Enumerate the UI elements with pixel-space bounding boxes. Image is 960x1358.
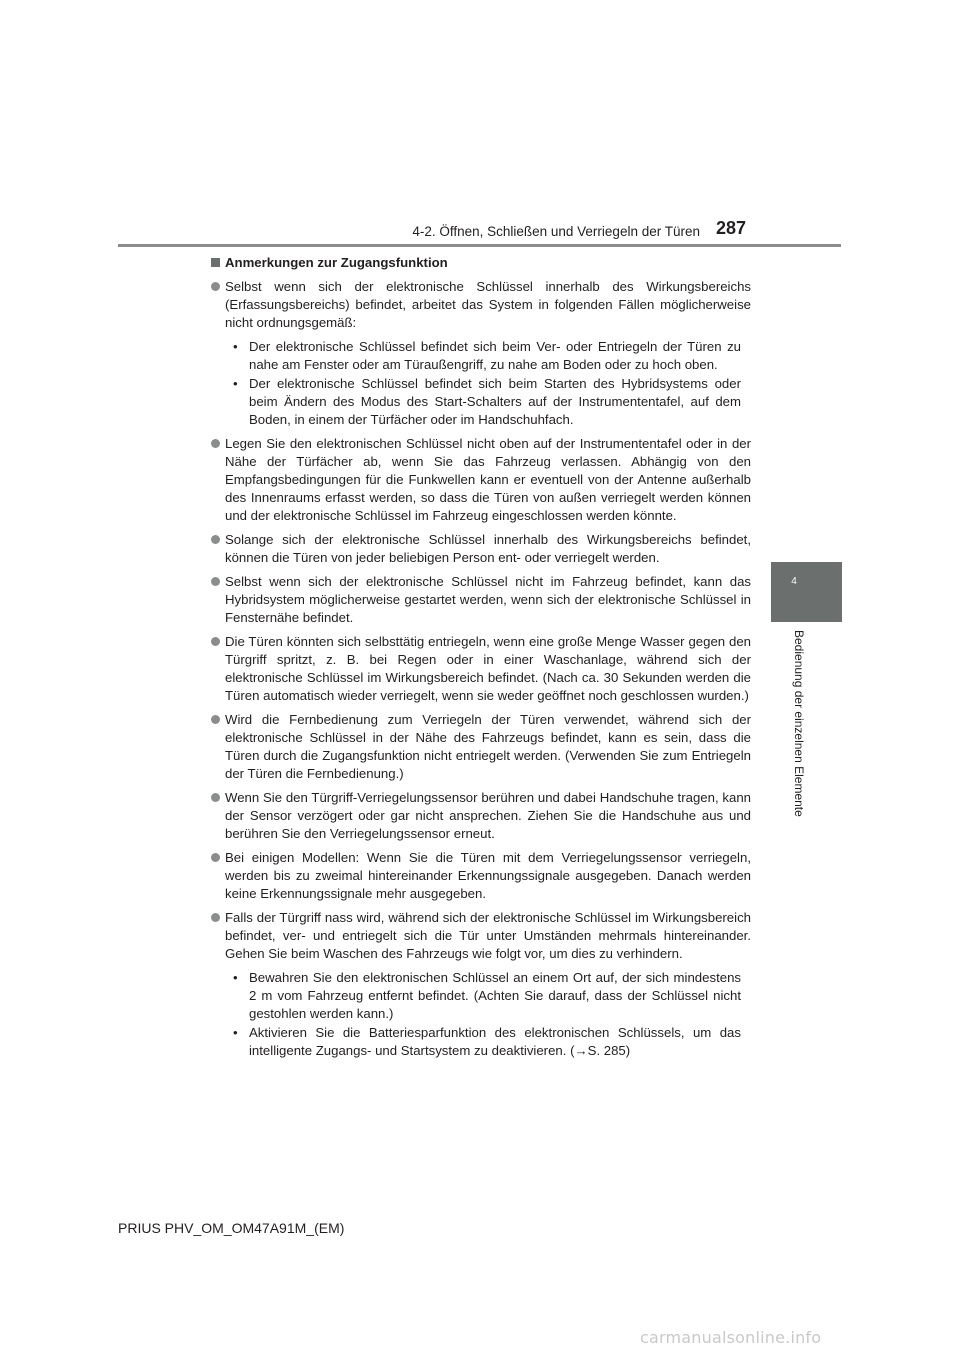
list-item	[211, 573, 751, 627]
list-item	[211, 849, 751, 903]
dot-bullet: •	[233, 376, 238, 391]
circle-bullet-icon	[211, 535, 220, 544]
circle-bullet-icon	[211, 853, 220, 862]
header-rule	[118, 244, 841, 247]
circle-bullet-icon	[211, 637, 220, 646]
list-item-text: Bei einigen Modellen: Wenn Sie die Türen mit dem Verriegelungssensor verriegeln, werden bis zu zweimal hintereinander Erkennungssignale ausgegeben. Danach werden keine Erkennungssignale mehr ausgegeben.	[225, 850, 751, 901]
document-code: PRIUS PHV_OM_OM47A91M_(EM)	[118, 1220, 345, 1236]
list-item-text: Solange sich der elektronische Schlüssel innerhalb des Wirkungsbereichs befindet, können die Türen von jeder beliebigen Person ent- oder verriegelt werden.	[225, 532, 751, 565]
chapter-label: Bedienung der einzelnen Elemente	[792, 630, 806, 817]
section-heading-text: Anmerkungen zur Zugangsfunktion	[225, 255, 448, 270]
section-heading	[211, 254, 751, 272]
list-item-text: Legen Sie den elektronischen Schlüssel nicht oben auf der Instrumententafel oder in der Nähe der Türfächer ab, wenn Sie das Fahrzeug verlassen. Abhängig von den Empfangsbedingungen für die Funkwellen kann er eventuell von der Antenne außerhalb des Innenraums erfasst werden, so dass die Türen von außen verriegelt werden können und der elektronische Schlüssel im Fahrzeug eingeschlossen werden könnte.	[225, 436, 751, 523]
circle-bullet-icon	[211, 913, 220, 922]
page-number: 287	[716, 218, 747, 238]
chapter-tab	[771, 562, 842, 622]
sublist	[225, 338, 751, 429]
watermark: carmanualsonline.info	[640, 1328, 822, 1347]
circle-bullet-icon	[211, 282, 220, 291]
circle-bullet-icon	[211, 715, 220, 724]
list-item	[211, 711, 751, 783]
list-item-text: Wenn Sie den Türgriff-Verriegelungssensor berühren und dabei Handschuhe tragen, kann der Sensor verzögert oder gar nicht ansprechen. Ziehen Sie die Handschuhe aus und berühren Sie den Verriegelungssensor erneut.	[225, 790, 751, 841]
sublist-item	[225, 969, 751, 1023]
sublist-item-text: Der elektronische Schlüssel befindet sich beim Starten des Hybridsystems oder beim Ändern des Modus des Start-Schalters auf der Instrumententafel, auf dem Boden, in einem der Türfächer oder im Handschuhfach.	[249, 376, 741, 427]
sublist-item	[225, 1024, 751, 1060]
circle-bullet-icon	[211, 793, 220, 802]
list-item	[211, 435, 751, 525]
dot-bullet: •	[233, 339, 238, 354]
sublist-item	[225, 338, 751, 374]
dot-bullet: •	[233, 970, 238, 985]
list-item-text: Selbst wenn sich der elektronische Schlüssel nicht im Fahrzeug befindet, kann das Hybridsystem möglicherweise gestartet werden, wenn sich der elektronische Schlüssel in Fensternähe befindet.	[225, 574, 751, 625]
sublist-item	[225, 375, 751, 429]
list-item-text: Die Türen könnten sich selbsttätig entriegeln, wenn eine große Menge Wasser gegen den Türgriff spritzt, z. B. bei Regen oder in einer Waschanlage, während sich der elektronische Schlüssel im Wirkungsbereich befindet. (Nach ca. 30 Sekunden werden die Türen automatisch wieder verriegelt, wenn sie weder geöffnet noch geschlossen wurden.)	[225, 634, 751, 703]
sublist-item-text: Der elektronische Schlüssel befindet sich beim Ver- oder Entriegeln der Türen zu nahe am Fenster oder am Türaußengriff, zu nahe am Boden oder zu hoch oben.	[249, 339, 741, 372]
list-item-text: Wird die Fernbedienung zum Verriegeln der Türen verwendet, während sich der elektronische Schlüssel in der Nähe des Fahrzeugs befindet, kann es sein, dass die Türen durch die Zugangsfunktion nicht entriegelt werden. (Verwenden Sie zum Entriegeln der Türen die Fernbedienung.)	[225, 712, 751, 781]
chapter-number: 4	[791, 576, 797, 587]
list-item	[211, 633, 751, 705]
list-item	[211, 789, 751, 843]
list-item	[211, 278, 751, 429]
list-item-text: Selbst wenn sich der elektronische Schlüssel innerhalb des Wirkungsbereichs (Erfassungsbereichs) befindet, arbeitet das System in folgenden Fällen möglicherweise nicht ordnungsgemäß:	[225, 279, 751, 330]
sublist-item-text: Aktivieren Sie die Batteriesparfunktion des elektronischen Schlüssels, um das intelligente Zugangs- und Startsystem zu deaktivieren. (→S. 285)	[249, 1025, 741, 1058]
circle-bullet-icon	[211, 577, 220, 586]
circle-bullet-icon	[211, 439, 220, 448]
square-bullet-icon	[211, 258, 220, 267]
list-item-text: Falls der Türgriff nass wird, während sich der elektronische Schlüssel im Wirkungsbereich befindet, ver- und entriegelt sich die Tür unter Umständen mehrmals hintereinander. Gehen Sie beim Waschen des Fahrzeugs wie folgt vor, um dies zu verhindern.	[225, 910, 751, 961]
sublist	[225, 969, 751, 1060]
sublist-item-text: Bewahren Sie den elektronischen Schlüssel an einem Ort auf, der sich mindestens 2 m vom Fahrzeug entfernt befindet. (Achten Sie darauf, dass der Schlüssel nicht gestohlen werden kann.)	[249, 970, 741, 1021]
main-content	[211, 254, 751, 1066]
running-header-title: 4-2. Öffnen, Schließen und Verriegeln der Türen	[412, 224, 700, 239]
dot-bullet: •	[233, 1025, 238, 1040]
list-item	[211, 909, 751, 1060]
list-item	[211, 531, 751, 567]
